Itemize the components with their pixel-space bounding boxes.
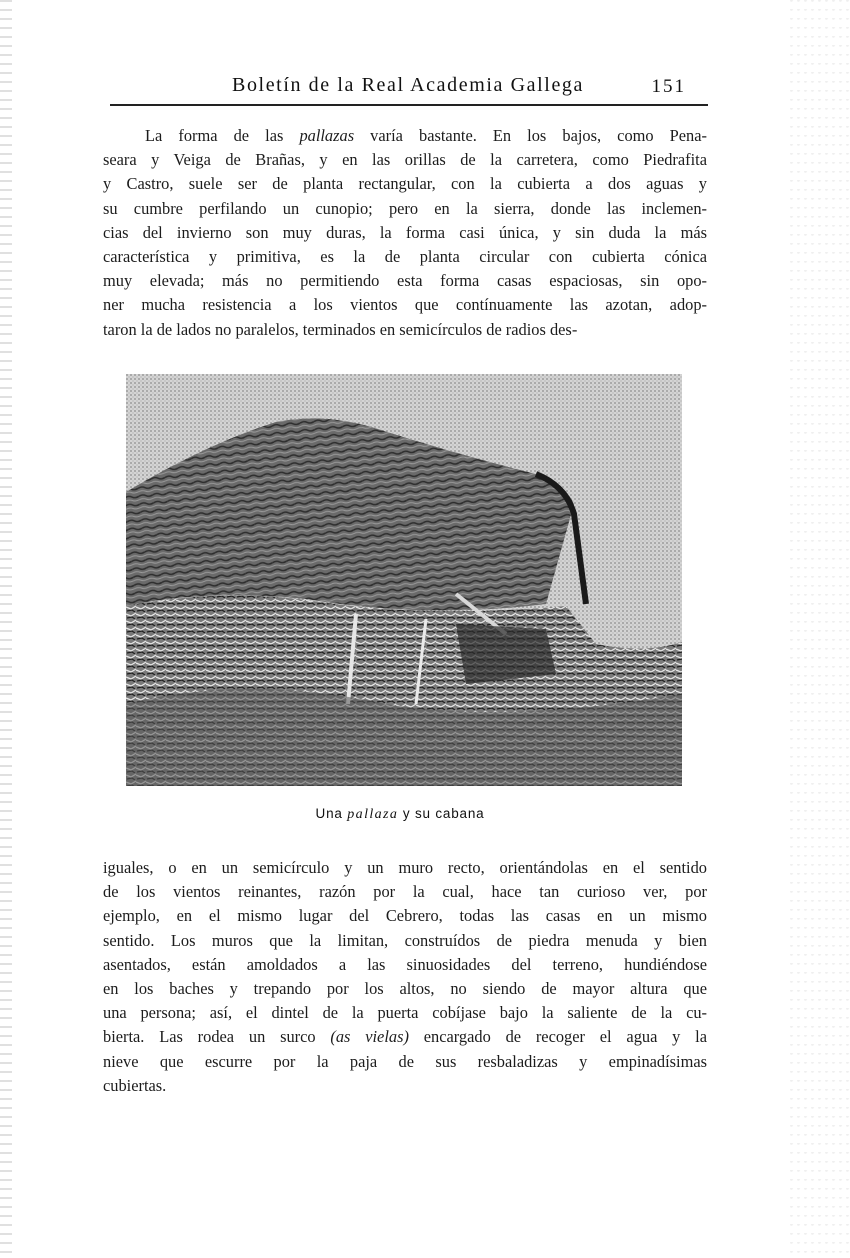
text-line: [103, 172, 707, 196]
text-line: [103, 245, 707, 269]
italic-term: pallazas: [299, 126, 355, 145]
running-header: [110, 72, 708, 104]
text-line: [103, 1001, 707, 1025]
text-line: [103, 977, 707, 1001]
text-line: [103, 293, 707, 317]
text-run: nieve que escurre por la paja de sus resbaladizas y empinadísimas: [103, 1051, 707, 1071]
text-line: [103, 318, 707, 342]
text-line: [103, 929, 707, 953]
text-run: una persona; así, el dintel de la puerta cobíjase bajo la saliente de la cu-: [103, 1003, 707, 1023]
page-number: 151: [651, 76, 686, 97]
text-run: encargado de recoger el agua y la: [408, 1027, 707, 1047]
paragraph-2: [103, 856, 707, 1098]
text-run: muy elevada; más no permitiendo esta forma casas espaciosas, sin opo-: [103, 271, 707, 291]
text-run: su cumbre perfilando un cunopio; pero en la sierra, donde las inclemen-: [103, 198, 707, 218]
pallaza-photograph: [126, 374, 682, 786]
text-line: [103, 904, 707, 928]
text-run: bierta. Las rodea un surco: [103, 1027, 331, 1047]
text-run: taron la de lados no paralelos, terminados en semicírculos de radios des-: [103, 319, 578, 339]
pallaza-photo-drawing: [126, 374, 682, 786]
text-line: [103, 953, 707, 977]
caption-italic-term: pallaza: [347, 807, 399, 822]
text-run: cias del invierno son muy duras, la forma casi única, y sin duda la más: [103, 222, 707, 242]
text-run: sentido. Los muros que la limitan, construídos de piedra menuda y bien: [103, 930, 707, 950]
text-run: ejemplo, en el mismo lugar del Cebrero, todas las casas en un mismo: [103, 906, 707, 926]
text-line: [103, 1025, 707, 1049]
paragraph-1: [103, 124, 707, 342]
text-run: en los baches y trepando por los altos, no siendo de mayor altura que: [103, 978, 707, 998]
text-run: ner mucha resistencia a los vientos que contínuamente las azotan, adop-: [103, 295, 707, 315]
caption-text-before: Una: [315, 806, 348, 821]
text-run: asentados, están amoldados a las sinuosidades del terreno, hundiéndose: [103, 954, 707, 974]
text-line: [103, 148, 707, 172]
text-line: [103, 1050, 707, 1074]
text-run: La forma de las: [145, 126, 300, 145]
text-line: [103, 856, 707, 880]
text-run: cubiertas.: [103, 1075, 167, 1095]
text-run: varía bastante. En los bajos, como Pena-: [354, 126, 707, 145]
text-run: de los vientos reinantes, razón por la cual, hace tan curioso ver, por: [103, 882, 707, 902]
text-run: iguales, o en un semicírculo y un muro recto, orientándolas en el sentido: [103, 858, 707, 877]
caption-text-after: y su cabana: [398, 806, 485, 821]
text-run: y Castro, suele ser de planta rectangular, con la cubierta a dos aguas y: [103, 174, 707, 194]
text-line: [103, 269, 707, 293]
text-line: [103, 1074, 707, 1098]
header-rule: [110, 104, 708, 106]
page-edge-shadow-left: [0, 0, 12, 1258]
text-run: seara y Veiga de Brañas, y en las orillas de la carretera, como Piedrafita: [103, 150, 707, 170]
text-line: [103, 880, 707, 904]
page-edge-speckle-right: [790, 0, 850, 1258]
text-run: característica y primitiva, es la de planta circular con cubierta cónica: [103, 246, 707, 266]
text-line: [103, 197, 707, 221]
italic-term: (as vielas): [330, 1027, 409, 1047]
journal-title: Boletín de la Real Academia Gallega: [232, 74, 584, 96]
text-line: [103, 124, 707, 148]
figure-caption: [0, 806, 800, 823]
text-line: [103, 221, 707, 245]
